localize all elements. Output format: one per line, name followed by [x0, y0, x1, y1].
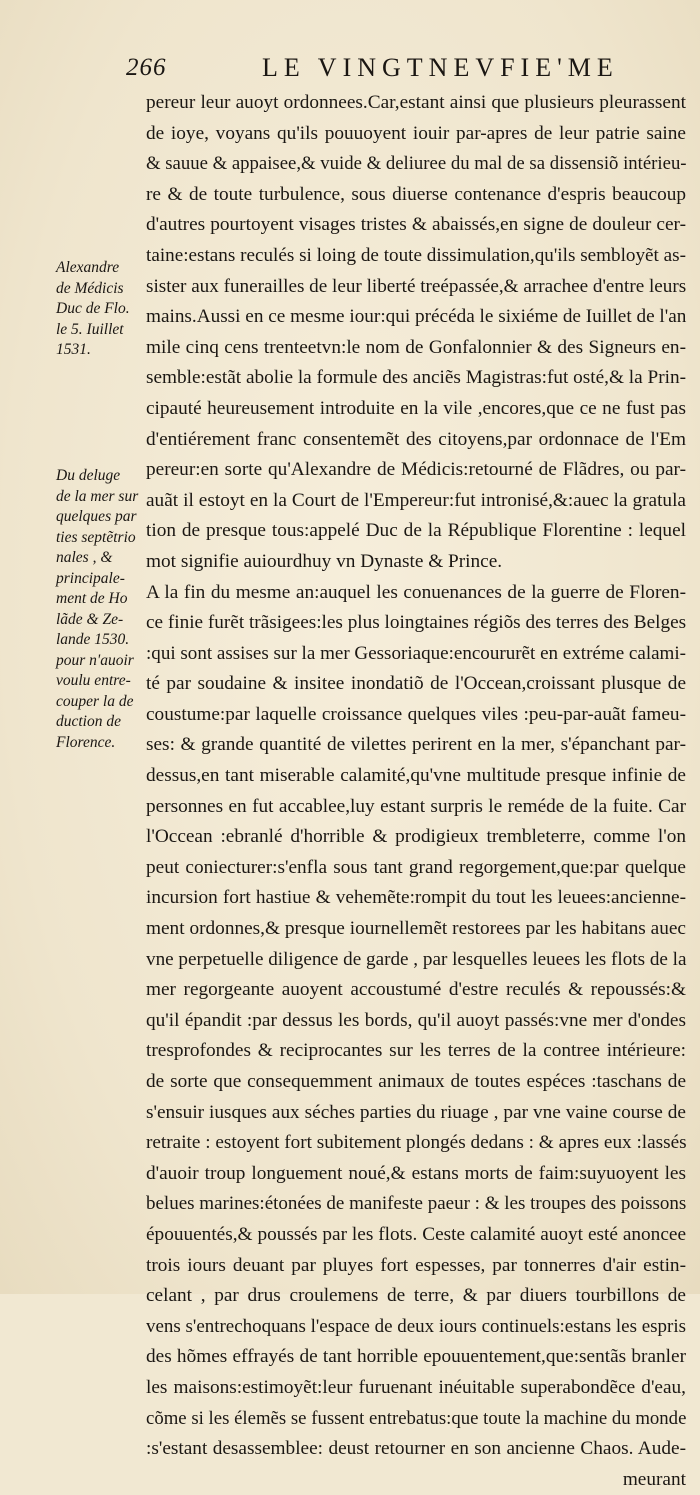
margin-note-line: de Médicis — [56, 279, 124, 297]
margin-note-line: le 5. Iuillet — [56, 320, 124, 338]
text-line: de sorte que consequemment animaux de toutes espéces :taschans de — [146, 1071, 686, 1092]
catchword: meurant — [622, 1468, 686, 1490]
text-line: peut coniecturer:s'enfla sous tant grand regorgement,que:par quelque — [146, 856, 686, 878]
margin-note-line: 1531. — [56, 341, 91, 358]
margin-note-line: duction de — [56, 713, 121, 730]
text-line: s'ensuir iusques aux séches parties du riuage , par vne vaine course de — [146, 1101, 686, 1123]
margin-note-line: couper la de — [56, 692, 134, 710]
text-line: auãt il estoyt en la Court de l'Empereur:fut intronisé,&:auec la gratula — [146, 489, 686, 511]
text-line: retraite : estoyent fort subitement plongés dedans : & apres eux :lassés — [146, 1132, 687, 1154]
text-line: semble:estãt abolie la formule des anciẽs Magistras:fut osté,& la Prin- — [146, 367, 686, 389]
text-line: des hõmes effrayés de tant horrible epouuentement,que:sentãs branler — [146, 1346, 686, 1368]
text-line: vne perpetuelle diligence de garde , par lesquelles leuees les flots de la — [146, 948, 687, 970]
margin-note-line: ment de Ho — [56, 590, 128, 607]
text-line: ses: & grande quantité de vilettes perirent en la mer, s'épanchant par- — [146, 734, 686, 756]
page-number: 266 — [126, 54, 167, 81]
text-line: l'Occean :ebranlé d'horrible & prodigieux trembleterre, comme l'on — [146, 826, 686, 848]
text-line: épouuentés,& poussés par les flots. Ceste calamité auoyt esté anoncee — [146, 1223, 686, 1245]
margin-note-line: principale- — [56, 569, 125, 587]
text-line: belues marines:étonées de manifeste paeur : & les troupes des poissons — [146, 1193, 687, 1215]
body-text — [146, 88, 686, 1495]
text-line: A la fin du mesme an:auquel les conuenances de la guerre de Floren- — [146, 581, 686, 603]
text-line: té par soudaine & insitee inondatiõ de l'Occean,croissant plusque de — [146, 673, 686, 695]
text-line: dessus,en tant miserable calamité,qu'vne multitude presque infinie de — [146, 765, 686, 787]
text-line: mer regorgeante auoyent accoustumé d'estre reculés & repoussés:& — [146, 979, 686, 1001]
text-line: :s'estant desassemblee: deust retourner en son ancienne Chaos. Aude- — [146, 1438, 686, 1460]
text-line: vens s'entrechoquans l'espace de deux iours continuels:estans les espris — [146, 1315, 686, 1337]
text-line: mile cinq cens trenteetvn:le nom de Gonfalonnier & des Signeurs en- — [146, 336, 686, 358]
margin-note-line: voulu entre- — [56, 672, 131, 689]
margin-note-line: quelques par — [56, 508, 137, 525]
margin-note-line: nales , & — [56, 549, 113, 566]
text-line: sister aux funerailles de leur liberté treépassée,& arrachee d'entre leurs — [146, 275, 687, 297]
text-line: ment ordonnes,& presque iournellemẽt restorees par les habitans auec — [146, 918, 686, 940]
margin-note-line: Duc de Flo. — [56, 300, 130, 317]
margin-note-alexandre — [56, 258, 130, 361]
margin-note-line: lande 1530. — [56, 631, 130, 648]
text-line: taine:estans reculés si loing de toute dissimulation,qu'ils sembloyẽt as- — [146, 244, 686, 266]
margin-note-line: ties septẽtrio — [56, 528, 136, 546]
text-line: les maisons:estimoyẽt:leur furuenant inéuitable superabondẽce d'eau, — [146, 1376, 686, 1398]
text-line: d'auoir troup longuement noué,& estans morts de faim:suyuoyent les — [146, 1162, 686, 1184]
margin-note-line: Du deluge — [56, 467, 121, 484]
text-line: coustume:par laquelle croissance quelques viles :peu-par-auãt fameu- — [146, 703, 686, 725]
text-line: mains.Aussi en ce mesme iour:qui précéda le sixiéme de Iuillet de l'an — [146, 306, 687, 328]
margin-note-line: de la mer sur — [56, 487, 139, 505]
text-line: pereur leur auoyt ordonnees.Car,estant ainsi que plusieurs pleurassent — [146, 92, 686, 113]
margin-note-deluge — [56, 466, 138, 753]
text-line: :qui sont assises sur la mer Gessoriaque:encoururẽt en extréme calami- — [146, 642, 687, 664]
margin-note-line: Alexandre — [56, 259, 120, 276]
text-line: ce finie furẽt trãsigees:les plus loingtaines régiõs des terres des Belges — [146, 612, 687, 634]
text-line: qu'il épandit :par dessus les bords, qu'il auoyt passés:vne mer d'ondes — [146, 1009, 686, 1031]
text-line: personnes en fut accablee,luy estant surpris le reméde de la fuite. Car — [146, 795, 686, 817]
text-line: cipauté heureusement introduite en la vile ,encores,que ce ne fust pas — [146, 397, 686, 419]
text-line: & sauue & appaisee,& vuide & deliuree du mal de sa dissensiõ intérieu- — [146, 153, 687, 175]
text-line: de ioye, voyans qu'ils pouuoyent iouir par-apres de leur patrie saine — [146, 122, 686, 144]
text-line: cõme si les élemẽs se fussent entrebatus:que toute la machine du monde — [146, 1407, 687, 1429]
text-line: incursion fort hastiue & vehemẽte:rompit du tout les leuees:ancienne- — [146, 887, 686, 909]
text-line: d'autres pourtoyent visages tristes & abaissés,en signe de douleur cer- — [146, 214, 686, 236]
margin-note-line: pour n'auoir — [56, 651, 134, 669]
text-line: tion de presque tous:appelé Duc de la République Florentine : lequel — [146, 520, 686, 542]
text-line: tresprofondes & reciprocantes sur les terres de la contree intérieure: — [146, 1040, 686, 1062]
text-line: pereur:en sorte qu'Alexandre de Médicis:retourné de Flãdres, ou par- — [146, 459, 686, 481]
margin-note-line: lãde & Ze- — [56, 610, 124, 628]
text-line: mot signifie auiourdhuy vn Dynaste & Prince. — [146, 550, 503, 572]
text-line: d'entiérement franc consentemẽt des citoyens,par ordonnace de l'Em — [146, 428, 686, 450]
running-head: LE VINGTNEVFIE'ME — [262, 53, 619, 82]
text-line: celant , par drus croulemens de terre, & par diuers tourbillons de — [146, 1285, 686, 1307]
margin-note-line: Florence. — [56, 733, 116, 751]
text-line: trois iours deuant par pluyes fort espesses, par tonnerres d'air estin- — [146, 1254, 686, 1276]
text-line: re & de toute turbulence, sous diuerse contenance d'espris beaucoup — [146, 183, 686, 205]
